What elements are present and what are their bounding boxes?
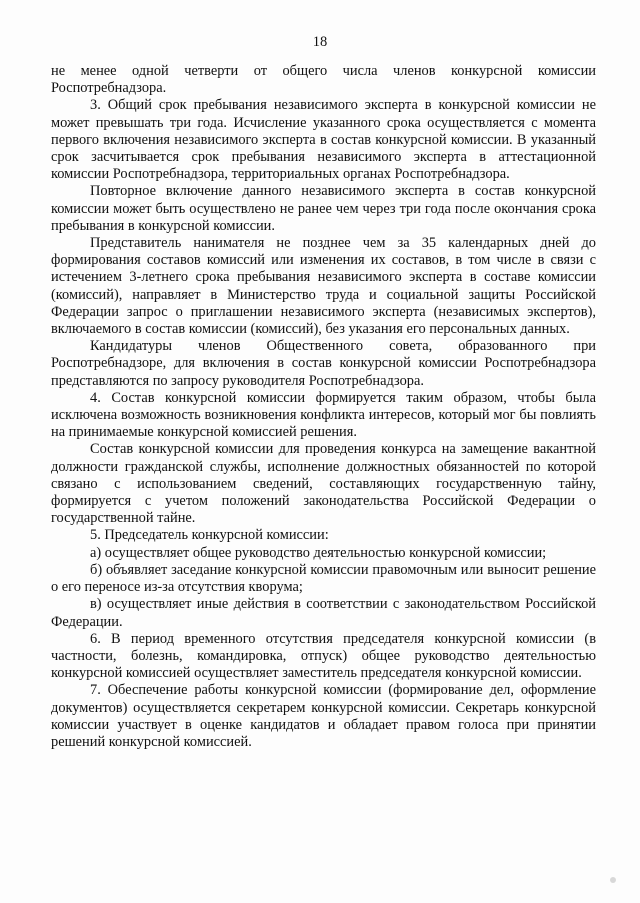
paragraph-employer-request: Представитель нанимателя не позднее чем за 35 календарных дней до формирования составов комиссий или изменения их составов, в том числе в связи с истечением 3-летнего срока пребывания независимого эксперта в составе комиссии (комиссий), направляет в Министерство труда и социальной защиты Российской Федерации запрос о приглашении независимого эксперта (независимых экспертов), включаемого в состав комиссии (комиссий), без указания его персональных данных. bbox=[51, 235, 596, 338]
paragraph-repeat-inclusion: Повторное включение данного независимого эксперта в состав конкурсной комиссии может быть осуществлено не ранее чем через три года после окончания срока пребывания в конкурсной комиссии. bbox=[51, 183, 596, 234]
paragraph-state-secret: Состав конкурсной комиссии для проведения конкурса на замещение вакантной должности гражданской службы, исполнение должностных обязанностей по которой связано с использованием сведений, составляющих государственную тайну, формируется с учетом положений законодательства Российской Федерации о государственной тайне. bbox=[51, 441, 596, 527]
paragraph-clause-5: 5. Председатель конкурсной комиссии: bbox=[90, 527, 329, 544]
paragraph-clause-6: 6. В период временного отсутствия председателя конкурсной комиссии (в частности, болезнь, командировка, отпуск) общее руководство деятельностью конкурсной комиссией осуществляет заместитель председателя конкурсной комиссии. bbox=[51, 630, 596, 682]
paragraph-clause-7: 7. Обеспечение работы конкурсной комиссии (формирование дел, оформление документов) осуществляется секретарем конкурсной комиссии. Секретарь конкурсной комиссии участвует в оценке кандидатов и обладает правом голоса при принятии решений конкурсной комиссией. bbox=[51, 682, 596, 750]
paragraph-item-b: б) объявляет заседание конкурсной комиссии правомочным или выносит решение о его переносе из-за отсутствия кворума; bbox=[51, 561, 596, 596]
paragraph-clause-4: 4. Состав конкурсной комиссии формируется таким образом, чтобы была исключена возможность возникновения конфликта интересов, который мог бы повлиять на принимаемые конкурсной комиссией решения. bbox=[51, 389, 596, 441]
scan-dot-mark bbox=[610, 877, 616, 883]
paragraph-clause-3: 3. Общий срок пребывания независимого эксперта в конкурсной комиссии не может превышать три года. Исчисление указанного срока осуществляется с момента первого включения независимого эксперта в состав конкурсной комиссии. В указанный срок засчитывается срок пребывания независимого эксперта в аттестационной комиссии Роспотребнадзора, территориальных органах Роспотребнадзора. bbox=[51, 97, 596, 183]
paragraph-public-council: Кандидатуры членов Общественного совета, образованного при Роспотребнадзоре, для включения в состав конкурсной комиссии Роспотребнадзора представляются по запросу руководителя Роспотребнадзора. bbox=[51, 338, 596, 389]
document-body bbox=[51, 63, 596, 751]
paragraph-item-v: в) осуществляет иные действия в соответствии с законодательством Российской Федерации. bbox=[51, 596, 596, 630]
paragraph-item-a: а) осуществляет общее руководство деятельностью конкурсной комиссии; bbox=[90, 544, 547, 561]
page-number: 18 bbox=[312, 34, 328, 50]
paragraph-continuation: не менее одной четверти от общего числа членов конкурсной комиссии Роспотребнадзора. bbox=[51, 63, 596, 97]
